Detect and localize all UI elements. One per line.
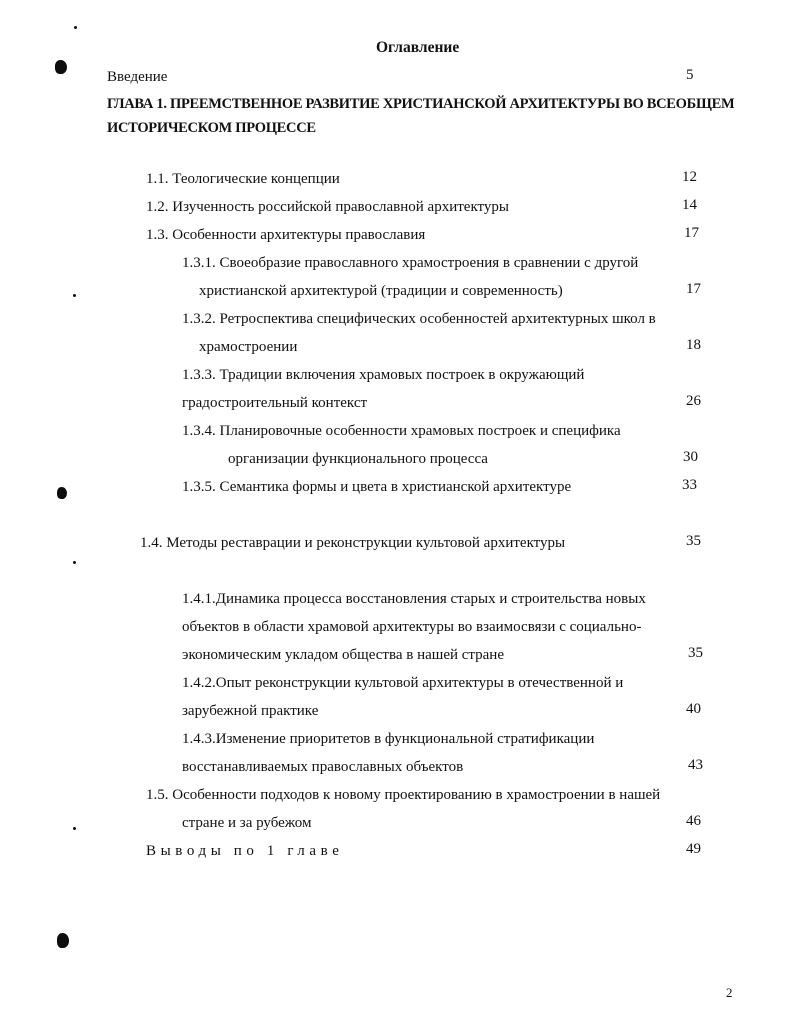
toc-entry-1-3-3-page: 26: [686, 393, 701, 409]
scan-dot: [73, 561, 76, 564]
toc-entry-1-1: 1.1. Теологические концепции: [146, 171, 340, 187]
toc-intro-label: Введение: [107, 69, 168, 85]
toc-entry-1-2: 1.2. Изученность российской православной архитектуры: [146, 199, 509, 215]
toc-entry-1-3-4: 1.3.4. Планировочные особенности храмовых построек и специфика: [182, 423, 621, 439]
toc-entry-1-4-1-cont2: экономическим укладом общества в нашей стране: [182, 647, 504, 663]
scan-mark: [57, 487, 67, 499]
toc-chapter-heading: ГЛАВА 1. ПРЕЕМСТВЕННОЕ РАЗВИТИЕ ХРИСТИАНСКОЙ АРХИТЕКТУРЫ ВО ВСЕОБЩЕМ: [107, 96, 735, 112]
toc-entry-1-1-page: 12: [682, 169, 697, 185]
toc-entry-1-3-2-page: 18: [686, 337, 701, 353]
toc-entry-1-3: 1.3. Особенности архитектуры православия: [146, 227, 426, 243]
toc-entry-1-4-3-page: 43: [688, 757, 703, 773]
page-title: Оглавление: [376, 39, 460, 56]
toc-entry-1-3-5-page: 33: [682, 477, 697, 493]
toc-entry-1-3-2: 1.3.2. Ретроспектива специфических особенностей архитектурных школ в: [182, 311, 656, 327]
toc-entry-1-4-page: 35: [686, 533, 701, 549]
toc-entry-1-3-1: 1.3.1. Своеобразие православного храмостроения в сравнении с другой: [182, 255, 639, 271]
toc-entry-1-4-2-page: 40: [686, 701, 701, 717]
scan-dot: [73, 294, 76, 297]
toc-entry-1-3-5: 1.3.5. Семантика формы и цвета в христианской архитектуре: [182, 479, 572, 495]
toc-entry-1-4-2: 1.4.2.Опыт реконструкции культовой архитектуры в отечественной и: [182, 675, 624, 691]
scan-mark: [55, 60, 67, 74]
toc-entry-1-4: 1.4. Методы реставрации и реконструкции культовой архитектуры: [140, 535, 566, 551]
toc-entry-1-4-1-cont: объектов в области храмовой архитектуры во взаимосвязи с социально-: [182, 619, 642, 635]
toc-entry-1-3-4-cont: организации функционального процесса: [228, 451, 488, 467]
toc-entry-1-3-1-cont: христианской архитектурой (традиции и современность): [199, 283, 563, 299]
toc-conclusions-page: 49: [686, 841, 701, 857]
toc-intro-page: 5: [686, 67, 694, 83]
toc-entry-1-3-2-cont: храмостроении: [199, 339, 298, 355]
scan-mark: [57, 933, 69, 948]
toc-entry-1-2-page: 14: [682, 197, 697, 213]
toc-entry-1-4-1-page: 35: [688, 645, 703, 661]
toc-entry-1-3-3-cont: градостроительный контекст: [182, 395, 368, 411]
toc-entry-1-5: 1.5. Особенности подходов к новому проектированию в храмостроении в нашей: [146, 787, 661, 803]
page-number: 2: [726, 985, 733, 1000]
toc-entry-1-3-3: 1.3.3. Традиции включения храмовых построек в окружающий: [182, 367, 585, 383]
toc-entry-1-4-3: 1.4.3.Изменение приоритетов в функциональной стратификации: [182, 731, 595, 747]
toc-entry-1-5-page: 46: [686, 813, 701, 829]
scan-dot: [73, 827, 76, 830]
toc-chapter-heading-cont: ИСТОРИЧЕСКОМ ПРОЦЕССЕ: [107, 120, 316, 136]
toc-conclusions: Выводы по 1 главе: [146, 843, 344, 859]
toc-entry-1-3-4-page: 30: [683, 449, 698, 465]
toc-entry-1-5-cont: стране и за рубежом: [182, 815, 312, 831]
toc-entry-1-3-1-page: 17: [686, 281, 701, 297]
toc-entry-1-4-3-cont: восстанавливаемых православных объектов: [182, 759, 464, 775]
toc-entry-1-4-1: 1.4.1.Динамика процесса восстановления старых и строительства новых: [182, 591, 646, 607]
toc-entry-1-3-page: 17: [684, 225, 699, 241]
scan-dot: [74, 26, 77, 29]
toc-entry-1-4-2-cont: зарубежной практике: [182, 703, 319, 719]
